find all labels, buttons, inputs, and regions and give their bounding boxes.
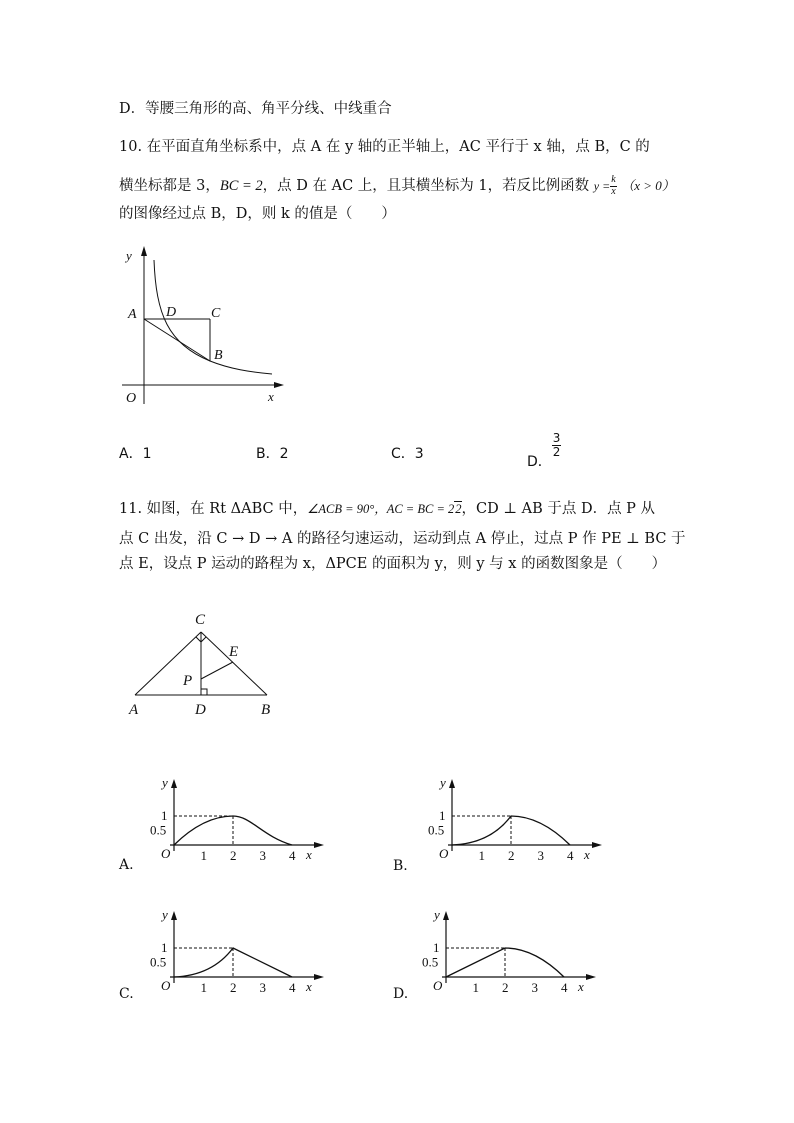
q11-option-c[interactable]: C. — [119, 986, 134, 1002]
q10-fn-den: x — [611, 185, 616, 197]
q10-line2-a: 横坐标都是 3， — [119, 178, 220, 194]
graph-label-y: y — [434, 907, 440, 922]
graph-label-o: O — [161, 978, 171, 993]
q10-line2-c: ，点 D 在 AC 上，且其横坐标为 1，若反比例函数 — [262, 178, 590, 194]
graph-tick-x-4: 4 — [561, 980, 568, 995]
q10-option-c[interactable]: C．3 — [391, 446, 424, 462]
q11-label-c: C — [195, 612, 206, 628]
graph-tick-y-0-5: 0.5 — [422, 954, 439, 970]
graph-y-arrow — [443, 911, 449, 920]
q11-option-b[interactable]: B. — [393, 858, 408, 874]
graph-curve — [446, 948, 564, 977]
q11-label-d: D — [195, 702, 206, 718]
graph-label-o: O — [161, 846, 171, 861]
q11-line1-sqrt: 2 — [455, 502, 462, 516]
graph-tick-x-3: 3 — [259, 980, 266, 995]
graph-label-y: y — [440, 775, 446, 790]
q11-label-e: E — [229, 644, 239, 660]
graph-tick-x-3: 3 — [537, 848, 544, 863]
q10-line2 — [119, 175, 675, 197]
graph-curve — [452, 816, 570, 845]
graph-label-o: O — [433, 978, 443, 993]
graph-tick-x-1: 1 — [200, 980, 207, 995]
graph-tick-x-2: 2 — [230, 848, 237, 863]
graph-y-arrow — [449, 779, 455, 788]
q10-line1: 10. 在平面直角坐标系中，点 A 在 y 轴的正半轴上，AC 平行于 x 轴，点 B，C 的 — [119, 139, 650, 155]
graph-label-y: y — [162, 907, 168, 922]
graph-tick-x-4: 4 — [567, 848, 574, 863]
q10-fn-cond: （x > 0） — [621, 178, 675, 193]
q11-graph-c[interactable] — [140, 909, 320, 1004]
q10-label-d: D — [166, 305, 177, 320]
q10-option-d-num: 3 — [552, 431, 561, 445]
graph-tick-y-0-5: 0.5 — [150, 822, 167, 838]
graph-tick-x-2: 2 — [502, 980, 509, 995]
q11-option-a[interactable]: A. — [119, 857, 134, 873]
graph-x-arrow — [586, 974, 596, 980]
q10-option-d-fraction — [552, 432, 562, 458]
q10-option-d[interactable] — [527, 431, 561, 471]
q11-segment-pe — [201, 662, 233, 679]
q10-option-d-label: D． — [527, 454, 552, 471]
graph-tick-x-2: 2 — [508, 848, 515, 863]
q10-label-c: C — [211, 306, 221, 321]
q10-fn-y: y = — [593, 179, 611, 193]
graph-curve — [174, 948, 292, 977]
q10-label-a: A — [128, 307, 137, 322]
graph-tick-x-2: 2 — [230, 980, 237, 995]
q11-graph-b[interactable] — [418, 777, 598, 872]
graph-x-arrow — [592, 842, 602, 848]
q11-triangle-figure — [125, 608, 285, 718]
graph-tick-x-1: 1 — [200, 848, 207, 863]
graph-y-arrow — [171, 779, 177, 788]
q10-label-x: x — [268, 389, 274, 404]
graph-x-arrow — [314, 842, 324, 848]
graph-label-x: x — [578, 979, 584, 994]
q10-option-d-den: 2 — [552, 444, 561, 459]
q11-line2: 点 C 出发，沿 C → D → A 的路径匀速运动，运动到点 A 停止，过点 P 作 PE ⊥ BC 于 — [119, 531, 686, 547]
q11-segment-cb — [201, 632, 267, 695]
q10-option-a[interactable]: A．1 — [119, 446, 152, 462]
graph-tick-y-1: 1 — [161, 940, 168, 955]
q11-graph-a[interactable] — [140, 777, 320, 872]
graph-tick-x-3: 3 — [531, 980, 538, 995]
q10-figure — [120, 244, 290, 404]
q9-option-d: D．等腰三角形的高、角平分线、中线重合 — [119, 101, 392, 117]
graph-tick-x-3: 3 — [259, 848, 266, 863]
graph-tick-y-1: 1 — [439, 808, 446, 823]
q11-label-b: B — [261, 702, 271, 718]
graph-tick-x-4: 4 — [289, 980, 296, 995]
graph-label-x: x — [306, 847, 312, 862]
q10-label-y: y — [126, 248, 132, 263]
q11-label-p: P — [183, 673, 193, 689]
graph-tick-y-1: 1 — [433, 940, 440, 955]
q10-bc-expr: BC = 2 — [219, 178, 263, 194]
q11-line1-a: 11. 如图，在 Rt ΔABC 中， — [119, 501, 308, 517]
q11-right-angle-d — [201, 689, 207, 695]
q10-segment-ab — [144, 319, 210, 361]
q10-fn-num: k — [611, 174, 616, 185]
graph-tick-x-1: 1 — [478, 848, 485, 863]
q10-option-b[interactable]: B．2 — [256, 446, 289, 462]
graph-label-x: x — [584, 847, 590, 862]
graph-tick-y-0-5: 0.5 — [150, 954, 167, 970]
graph-x-arrow — [314, 974, 324, 980]
q10-line3: 的图像经过点 B，D，则 k 的值是（ ） — [119, 206, 396, 222]
graph-tick-x-4: 4 — [289, 848, 296, 863]
graph-curve — [174, 816, 292, 845]
q11-line3: 点 E，设点 P 运动的路程为 x，ΔPCE 的面积为 y，则 y 与 x 的函数图象是（ ） — [119, 556, 667, 572]
graph-label-o: O — [439, 846, 449, 861]
q11-graph-d[interactable] — [412, 909, 592, 1004]
graph-label-y: y — [162, 775, 168, 790]
q10-fn-fraction — [610, 175, 616, 197]
graph-tick-y-0-5: 0.5 — [428, 822, 445, 838]
q11-label-a: A — [129, 702, 139, 718]
q11-line1-c: ，CD ⊥ AB 于点 D．点 P 从 — [461, 501, 656, 517]
q10-x-arrow — [274, 382, 284, 388]
q11-line1 — [119, 502, 655, 517]
graph-label-x: x — [306, 979, 312, 994]
q10-label-o: O — [126, 391, 137, 406]
graph-tick-x-1: 1 — [472, 980, 479, 995]
graph-y-arrow — [171, 911, 177, 920]
q11-line1-b: ∠ACB = 90°，AC = BC = 2 — [307, 502, 455, 516]
graph-tick-y-1: 1 — [161, 808, 168, 823]
q11-option-d[interactable]: D. — [393, 986, 409, 1002]
q10-label-b: B — [214, 348, 223, 363]
q10-y-arrow — [141, 246, 147, 256]
